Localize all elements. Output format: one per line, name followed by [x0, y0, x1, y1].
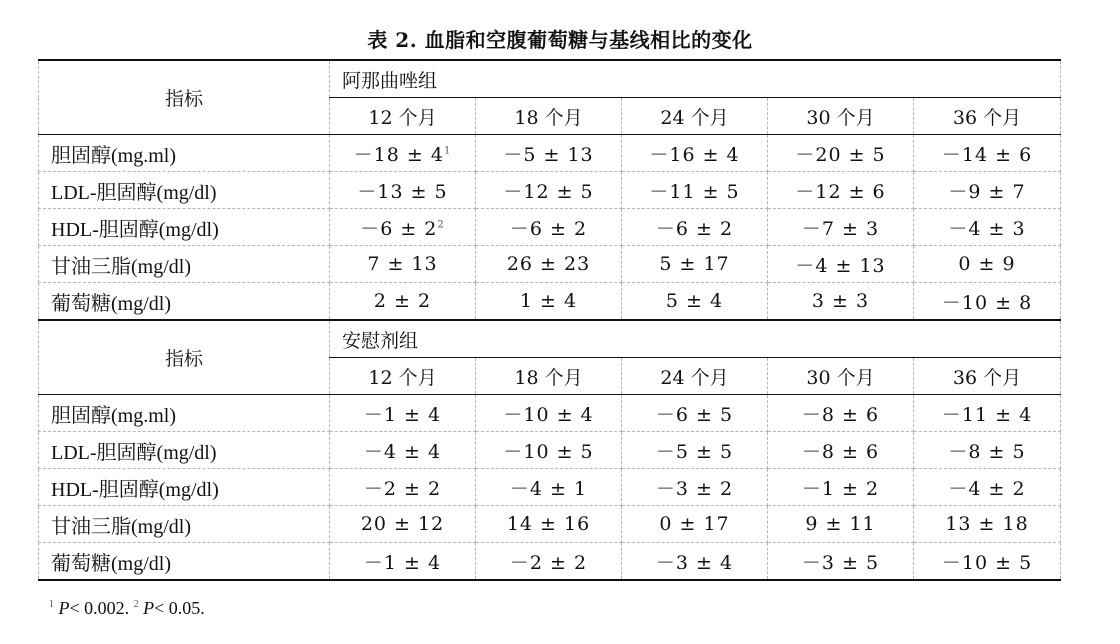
- value-text: 7 ± 13: [367, 253, 438, 275]
- value-cell: [476, 283, 622, 321]
- value-cell: [476, 135, 622, 172]
- value-cell: [768, 506, 914, 543]
- table-row: [39, 543, 1061, 581]
- table-row: [39, 209, 1061, 246]
- value-text: 5 ± 17: [659, 253, 730, 275]
- value-text: 0 ± 17: [659, 513, 730, 535]
- value-cell: [476, 172, 622, 209]
- month-header: 24 个月: [622, 358, 768, 395]
- value-text: －3 ± 5: [801, 551, 880, 574]
- value-cell: [768, 543, 914, 581]
- value-text: －16 ± 4: [649, 143, 740, 166]
- value-text: －20 ± 5: [795, 143, 886, 166]
- value-cell: [330, 209, 476, 246]
- value-cell: [768, 135, 914, 172]
- value-cell: [914, 395, 1061, 432]
- row-label: HDL-胆固醇(mg/dl): [39, 209, 330, 246]
- lipid-glucose-table: [38, 59, 1061, 581]
- value-cell: [622, 469, 768, 506]
- footnote: [49, 598, 205, 619]
- value-cell: [476, 506, 622, 543]
- value-text: －6 ± 2: [360, 217, 438, 240]
- value-text: －1 ± 4: [363, 551, 442, 574]
- value-text: 13 ± 18: [945, 513, 1029, 535]
- row-label: 甘油三脂(mg/dl): [39, 506, 330, 543]
- row-label: 甘油三脂(mg/dl): [39, 246, 330, 283]
- value-cell: [330, 506, 476, 543]
- value-text: －8 ± 6: [801, 440, 880, 463]
- value-cell: [914, 469, 1061, 506]
- row-header-label: 指标: [39, 60, 330, 135]
- footnote-sup-2: 2: [133, 599, 139, 610]
- value-cell: [330, 246, 476, 283]
- row-label: HDL-胆固醇(mg/dl): [39, 469, 330, 506]
- table-title: 表 2. 血脂和空腹葡萄糖与基线相比的变化: [367, 28, 753, 52]
- value-cell: [330, 172, 476, 209]
- value-text: －4 ± 1: [509, 477, 588, 500]
- value-text: －2 ± 2: [509, 551, 588, 574]
- value-text: －12 ± 6: [795, 180, 886, 203]
- value-text: －11 ± 5: [649, 180, 740, 203]
- value-text: －7 ± 3: [801, 217, 880, 240]
- value-text: －4 ± 2: [948, 477, 1026, 500]
- value-text: －4 ± 4: [363, 440, 442, 463]
- value-cell: [330, 135, 476, 172]
- value-cell: [622, 395, 768, 432]
- value-text: －10 ± 5: [503, 440, 594, 463]
- value-cell: [476, 432, 622, 469]
- value-text: －4 ± 13: [795, 254, 886, 277]
- value-text: －9 ± 7: [948, 180, 1026, 203]
- value-text: －6 ± 2: [509, 217, 588, 240]
- value-text: －18 ± 4: [353, 143, 444, 166]
- footnote-marker: 1: [443, 145, 452, 157]
- value-text: －10 ± 4: [503, 403, 594, 426]
- value-text: －5 ± 5: [655, 440, 734, 463]
- value-cell: [914, 135, 1061, 172]
- value-cell: [330, 395, 476, 432]
- table-row: [39, 135, 1061, 172]
- table-row: [39, 172, 1061, 209]
- value-cell: [330, 543, 476, 581]
- value-cell: [476, 469, 622, 506]
- month-header: 18 个月: [476, 358, 622, 395]
- month-header: 36 个月: [914, 98, 1061, 135]
- value-cell: [476, 395, 622, 432]
- value-text: －13 ± 5: [357, 180, 448, 203]
- row-label: LDL-胆固醇(mg/dl): [39, 432, 330, 469]
- value-cell: [914, 172, 1061, 209]
- value-text: 20 ± 12: [360, 513, 445, 535]
- month-header: 12 个月: [330, 98, 476, 135]
- value-text: 9 ± 11: [805, 513, 876, 535]
- value-text: －8 ± 5: [948, 440, 1026, 463]
- row-label: 葡萄糖(mg/dl): [39, 283, 330, 321]
- value-cell: [768, 432, 914, 469]
- value-cell: [476, 209, 622, 246]
- footnote-p-2: P: [143, 598, 155, 618]
- value-cell: [476, 246, 622, 283]
- value-cell: [768, 283, 914, 321]
- table-row: [39, 506, 1061, 543]
- value-cell: [768, 395, 914, 432]
- value-text: 2 ± 2: [373, 290, 432, 312]
- value-text: 14 ± 16: [506, 513, 591, 535]
- value-text: －6 ± 5: [655, 403, 734, 426]
- value-cell: [622, 506, 768, 543]
- value-text: －5 ± 13: [503, 143, 594, 166]
- footnote-text-1: < 0.002.: [69, 598, 130, 618]
- month-header: 18 个月: [476, 98, 622, 135]
- value-cell: [768, 209, 914, 246]
- row-header-label: 指标: [39, 320, 330, 395]
- value-text: －10 ± 5: [941, 551, 1033, 574]
- value-text: 3 ± 3: [811, 290, 870, 312]
- table-row: [39, 432, 1061, 469]
- month-header: 36 个月: [914, 358, 1061, 395]
- value-cell: [914, 506, 1061, 543]
- value-text: 0 ± 9: [958, 253, 1016, 275]
- value-cell: [914, 246, 1061, 283]
- value-cell: [330, 432, 476, 469]
- group-header-row: [39, 60, 1061, 98]
- value-text: －6 ± 2: [655, 217, 734, 240]
- value-text: 26 ± 23: [506, 253, 591, 275]
- value-cell: [330, 283, 476, 321]
- value-cell: [768, 469, 914, 506]
- value-cell: [914, 432, 1061, 469]
- value-cell: [622, 283, 768, 321]
- row-label: 胆固醇(mg.ml): [39, 135, 330, 172]
- value-cell: [768, 246, 914, 283]
- row-label: 葡萄糖(mg/dl): [39, 543, 330, 581]
- footnote-sup-1: 1: [49, 599, 54, 610]
- footnote-marker: 2: [437, 219, 445, 231]
- value-text: －3 ± 2: [655, 477, 734, 500]
- table-row: [39, 246, 1061, 283]
- footnote-text-2: < 0.05.: [154, 598, 205, 618]
- value-cell: [914, 543, 1061, 581]
- month-header: 30 个月: [768, 358, 914, 395]
- month-header: 12 个月: [330, 358, 476, 395]
- value-text: －8 ± 6: [801, 403, 880, 426]
- value-text: －1 ± 4: [363, 403, 442, 426]
- table-row: [39, 469, 1061, 506]
- month-header: 30 个月: [768, 98, 914, 135]
- table-row: [39, 395, 1061, 432]
- value-cell: [622, 172, 768, 209]
- value-cell: [622, 432, 768, 469]
- month-header: 24 个月: [622, 98, 768, 135]
- value-text: －11 ± 4: [941, 403, 1033, 426]
- value-cell: [768, 172, 914, 209]
- value-cell: [330, 469, 476, 506]
- value-cell: [914, 209, 1061, 246]
- value-text: －4 ± 3: [948, 217, 1026, 240]
- value-cell: [914, 283, 1061, 321]
- footnote-p-1: P: [58, 598, 70, 618]
- group-header-row: [39, 320, 1061, 358]
- value-cell: [622, 209, 768, 246]
- group-name: 安慰剂组: [330, 320, 1061, 358]
- table-row: [39, 283, 1061, 321]
- value-text: －3 ± 4: [655, 551, 734, 574]
- group-name: 阿那曲唑组: [330, 60, 1061, 98]
- row-label: 胆固醇(mg.ml): [39, 395, 330, 432]
- value-text: －1 ± 2: [801, 477, 880, 500]
- row-label: LDL-胆固醇(mg/dl): [39, 172, 330, 209]
- value-cell: [622, 543, 768, 581]
- value-text: 1 ± 4: [519, 290, 578, 312]
- value-text: －10 ± 8: [941, 291, 1033, 314]
- value-text: 5 ± 4: [665, 290, 724, 312]
- value-text: －2 ± 2: [363, 477, 442, 500]
- value-cell: [622, 135, 768, 172]
- value-cell: [476, 543, 622, 581]
- value-text: －12 ± 5: [503, 180, 594, 203]
- value-text: －14 ± 6: [941, 143, 1033, 166]
- value-cell: [622, 246, 768, 283]
